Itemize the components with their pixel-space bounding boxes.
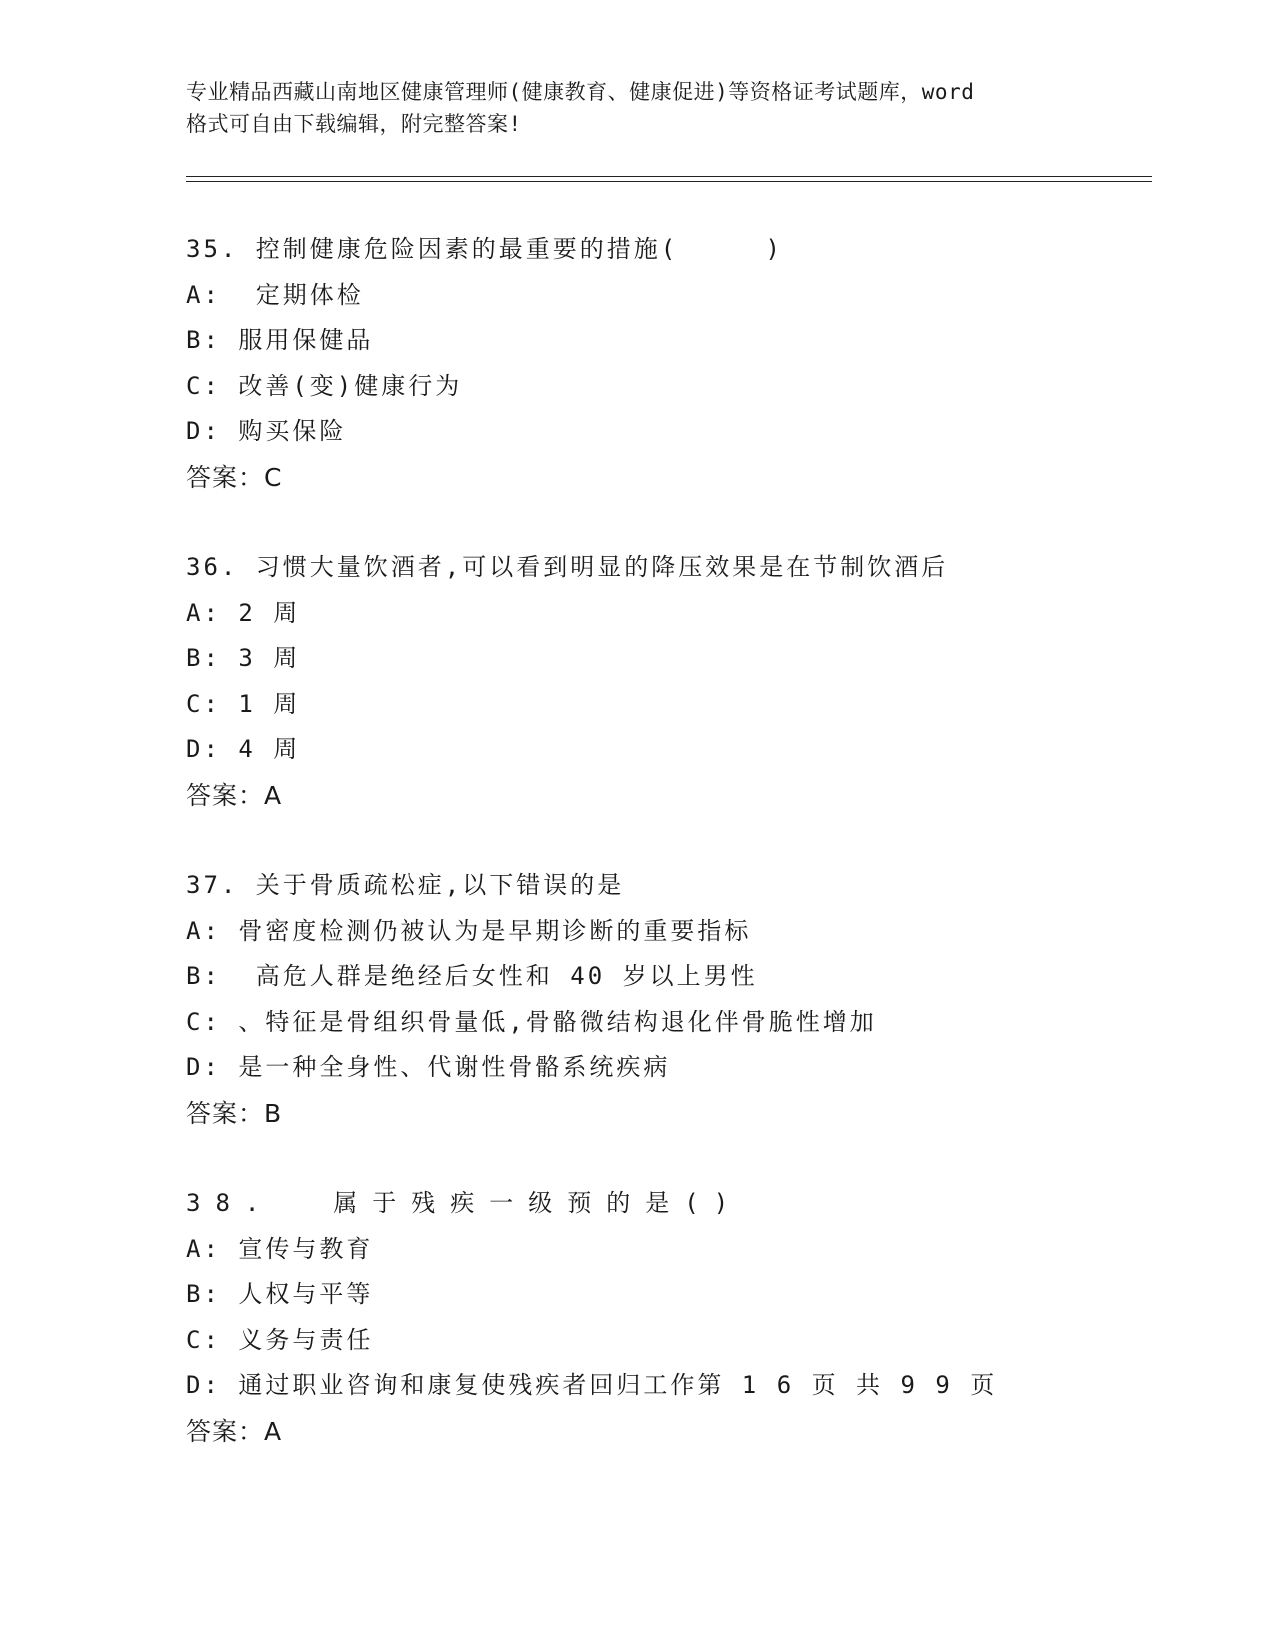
question-36 [186,545,1186,818]
question-stem: 36. 习惯大量饮酒者,可以看到明显的降压效果是在节制饮酒后 [186,553,949,581]
answer: 答案：B [186,1098,283,1128]
option-d: D: 4 周 [186,735,301,763]
header-divider-top [186,176,1152,177]
option-c: C: 义务与责任 [186,1325,374,1354]
option-a: A: 2 周 [186,598,301,627]
question-stem: 35. 控制健康危险因素的最重要的措施( ) [186,235,783,263]
option-a: A: 宣传与教育 [186,1234,374,1263]
option-d: D: 是一种全身性、代谢性骨骼系统疾病 [186,1053,671,1081]
header-line-2: 格式可自由下载编辑，附完整答案! [186,112,522,136]
question-stem: 38. 属于残疾一级预的是() [186,1189,744,1217]
header-divider-bottom [186,181,1152,182]
header-line-1: 专业精品西藏山南地区健康管理师(健康教育、健康促进)等资格证考试题库，word [186,80,975,104]
question-stem: 37. 关于骨质疏松症,以下错误的是 [186,871,625,899]
answer: 答案：C [186,462,283,492]
option-b: B: 服用保健品 [186,326,374,354]
option-b: B: 人权与平等 [186,1280,374,1308]
option-c: C: 改善(变)健康行为 [186,371,463,400]
option-b: B: 3 周 [186,644,301,672]
question-35 [186,227,1186,500]
option-a: A: 定期体检 [186,280,364,309]
option-d: D: 通过职业咨询和康复使残疾者回归工作第 1 6 页 共 9 9 页 [186,1371,998,1399]
option-a: A: 骨密度检测仍被认为是早期诊断的重要指标 [186,916,752,945]
option-b: B: 高危人群是绝经后女性和 40 岁以上男性 [186,962,758,990]
option-c: C: 、特征是骨组织骨量低,骨骼微结构退化伴骨脆性增加 [186,1007,877,1036]
answer: 答案：A [186,780,283,810]
question-37 [186,863,1186,1136]
question-38 [186,1181,1186,1454]
document-header [186,76,1086,140]
answer: 答案：A [186,1416,283,1446]
option-c: C: 1 周 [186,689,301,718]
option-d: D: 购买保险 [186,417,347,445]
